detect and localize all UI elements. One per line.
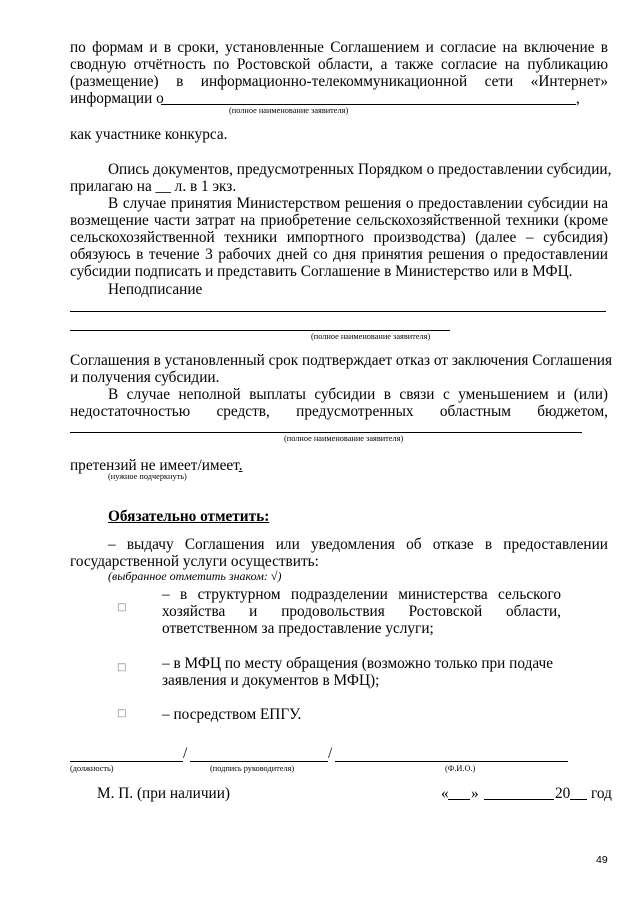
applicant-name-field-1[interactable] [161, 104, 576, 105]
intro-line-5: как участнике конкурса. [70, 126, 228, 143]
signature-field[interactable] [190, 761, 328, 762]
applicant-name-caption-3: (полное наименование заявителя) [284, 434, 404, 443]
option-3-checkbox[interactable]: □ [117, 708, 127, 719]
page-number: 49 [596, 854, 608, 866]
option-1-checkbox[interactable]: □ [117, 602, 127, 613]
inventory-line-1: Опись документов, предусмотренных Порядком о предоставлении субсидии, [108, 161, 612, 178]
date-year-prefix: 20 [555, 785, 571, 802]
option-1-line-3: ответственном за предоставление услуги; [162, 620, 434, 637]
date-day-field[interactable] [448, 799, 470, 800]
signature-caption: (подпись руководителя) [210, 764, 295, 773]
option-1-line-2: хозяйства и продовольствия Ростовской области, [162, 603, 561, 620]
intro-line-4-suffix: , [576, 90, 580, 107]
date-month-field[interactable] [484, 799, 554, 800]
applicant-name-field-2b[interactable] [70, 330, 450, 331]
full-name-field[interactable] [335, 761, 568, 762]
applicant-name-field-2a[interactable] [70, 311, 606, 312]
decision-line-1: В случае принятия Министерством решения о предоставлении субсидии на [108, 195, 608, 212]
decision-line-2: возмещение части затрат на приобретение сельскохозяйственной техники (кроме [70, 212, 608, 229]
stamp-label: М. П. (при наличии) [97, 785, 230, 802]
decision-line-4: обязуюсь в течение 3 рабочих дней со дня принятия решения о предоставлении [70, 246, 608, 263]
claims-text: претензий не имеет/имеет [70, 457, 239, 474]
applicant-name-caption-1: (полное наименование заявителя) [229, 106, 349, 115]
decision-line-5: субсидии подписать и представить Соглашение в Министерство или в МФЦ. [70, 263, 573, 280]
option-1-line-1: – в структурном подразделении министерства сельского [162, 586, 561, 603]
position-caption: (должность) [70, 764, 114, 773]
applicant-name-caption-2: (полное наименование заявителя) [311, 332, 431, 341]
date-open-quote: « [441, 785, 449, 802]
position-field[interactable] [70, 761, 183, 762]
signature-separator-2: / [328, 745, 333, 762]
full-name-caption: (Ф.И.О.) [445, 764, 476, 773]
decision-line-3: сельскохозяйственной техники импортного производства) (далее – субсидия) [70, 229, 608, 246]
intro-line-4-prefix: информации о [70, 90, 164, 107]
mandatory-heading: Обязательно отметить: [108, 508, 270, 525]
note-line-1: – выдачу Соглашения или уведомления об отказе в предоставлении [108, 536, 608, 553]
note-line-2: государственной услуги осуществить: [70, 553, 319, 570]
option-2-checkbox[interactable]: □ [117, 662, 127, 673]
intro-line-2: сводную отчётность по Ростовской области, а также согласие на публикацию [70, 56, 608, 73]
inventory-line-2: прилагаю на __ л. в 1 экз. [70, 178, 237, 195]
intro-line-3: (размещение) в информационно-телекоммуникационной сети «Интернет» [70, 73, 608, 90]
partial-line-2: недостаточностью средств, предусмотренных областным бюджетом, [70, 403, 608, 420]
decision-line-6: Неподписание [108, 281, 203, 298]
decision-line-7: Соглашения в установленный срок подтверждает отказ от заключения Соглашения [70, 352, 613, 369]
underline-hint-caption: (нужное подчеркнуть) [108, 472, 187, 481]
date-close-quote: » [471, 785, 479, 802]
note-hint: (выбранное отметить знаком: √) [108, 569, 282, 583]
partial-line-1: В случае неполной выплаты субсидии в связи с уменьшением и (или) [108, 386, 608, 403]
date-year-suffix: год [591, 785, 612, 802]
intro-line-1: по формам и в сроки, установленные Соглашением и согласие на включение в [70, 39, 608, 56]
signature-separator-1: / [183, 745, 188, 762]
claims-period: . [238, 457, 243, 474]
option-2-line-1: – в МФЦ по месту обращения (возможно только при подаче [162, 655, 554, 672]
option-3-line-1: – посредством ЕПГУ. [162, 706, 302, 723]
date-year-field[interactable] [570, 799, 587, 800]
decision-line-8: и получения субсидии. [70, 369, 220, 386]
option-2-line-2: заявления и документов в МФЦ); [162, 672, 380, 689]
applicant-name-field-3[interactable] [70, 432, 582, 433]
